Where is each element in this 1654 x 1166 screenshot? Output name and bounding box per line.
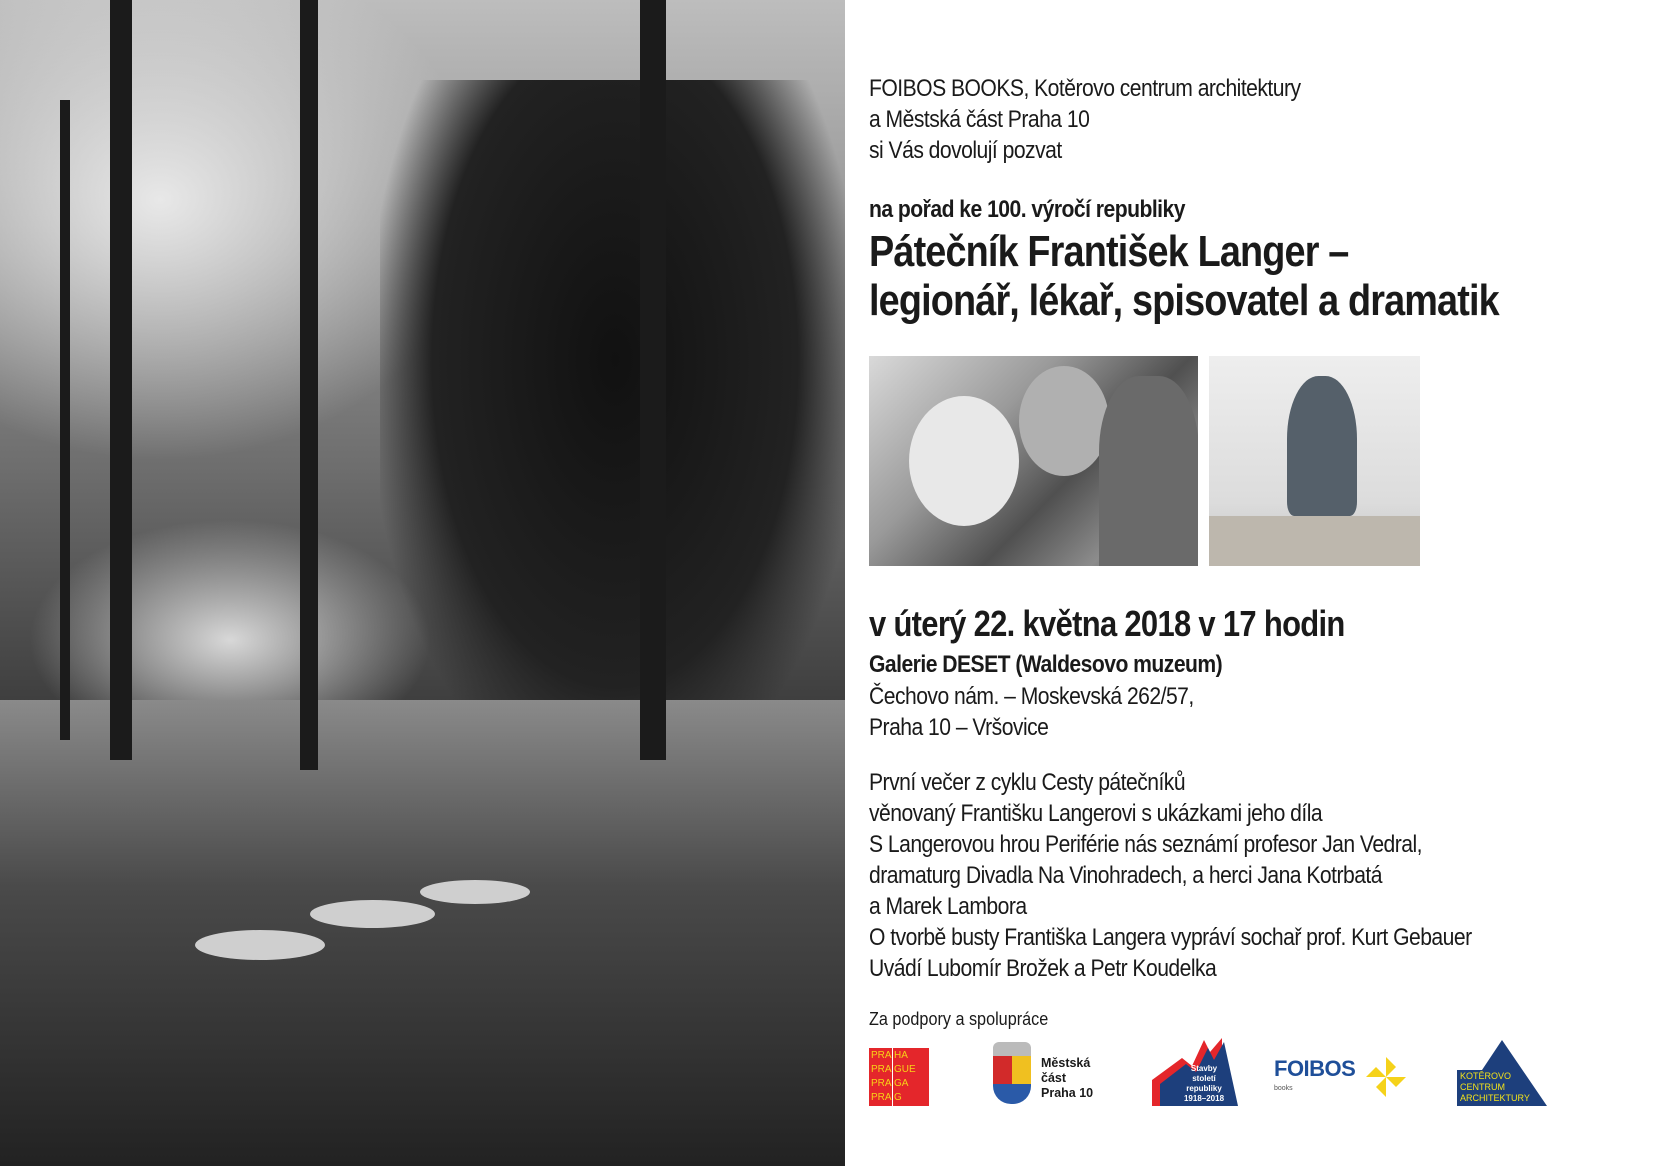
address-line: Praha 10 – Vršovice (869, 714, 1049, 741)
pinwheel-icon (1364, 1055, 1408, 1099)
langer-with-child-and-dog-photo (869, 356, 1198, 566)
foibos-sub: books (1274, 1085, 1293, 1092)
langer-bust-photo (1209, 356, 1420, 566)
description-line: O tvorbě busty Františka Langera vypráví sochař prof. Kurt Gebauer (869, 924, 1472, 951)
description-line: a Marek Lambora (869, 893, 1027, 920)
venue-name: Galerie DESET (Waldesovo muzeum) (869, 651, 1223, 678)
description-line: dramaturg Divadla Na Vinohradech, a herci Jana Kotrbatá (869, 862, 1382, 889)
address-line: Čechovo nám. – Moskevská 262/57, (869, 683, 1194, 710)
title-line: legionář, lékař, spisovatel a dramatik (869, 276, 1499, 325)
praha-logo: PRA HA PRA GUE PRA GA PRA G (869, 1048, 929, 1106)
intro-line: FOIBOS BOOKS, Kotěrovo centrum architektury (869, 75, 1301, 102)
stavby-stoleti-logo: Stavby století republiky 1918–2018 (1152, 1038, 1238, 1106)
event-date: v úterý 22. května 2018 v 17 hodin (869, 603, 1345, 644)
foibos-wordmark: FOIBOS (1274, 1056, 1356, 1081)
intro-line: a Městská část Praha 10 (869, 106, 1090, 133)
intro-line: si Vás dovolují pozvat (869, 137, 1062, 164)
praha-10-logo: Městská část Praha 10 (993, 1040, 1113, 1106)
description-line: Uvádí Lubomír Brožek a Petr Koudelka (869, 955, 1217, 982)
description-line: věnovaný Františku Langerovi s ukázkami jeho díla (869, 800, 1323, 827)
title-line: Pátečník František Langer – (869, 227, 1349, 276)
subtitle: na pořad ke 100. výročí republiky (869, 196, 1185, 223)
coat-of-arms-icon (993, 1042, 1031, 1104)
support-label: Za podpory a spolupráce (869, 1009, 1049, 1029)
foibos-books-logo (1274, 1058, 1404, 1102)
koterovo-centrum-logo: KOTĚROVO CENTRUM ARCHITEKTURY (1457, 1040, 1547, 1106)
description-line: První večer z cyklu Cesty pátečníků (869, 769, 1186, 796)
description-line: S Langerovou hrou Periférie nás seznámí profesor Jan Vedral, (869, 831, 1422, 858)
